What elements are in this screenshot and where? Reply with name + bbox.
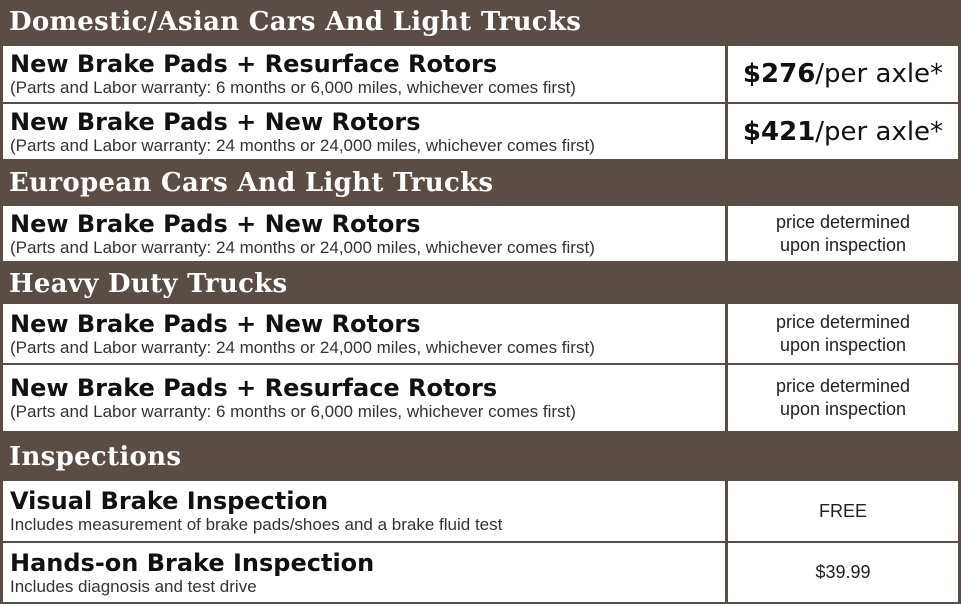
service-price — [728, 104, 958, 159]
service-title: New Brake Pads + New Rotors — [10, 209, 421, 238]
warranty-note: (Parts and Labor warranty: 24 months or 24,000 miles, whichever comes first) — [10, 237, 595, 257]
table-row — [3, 543, 958, 602]
price-label: $39.99 — [815, 562, 871, 582]
section-header-domestic — [0, 0, 961, 44]
section-title: European Cars And Light Trucks — [9, 168, 494, 198]
price-amount: $276 — [742, 59, 816, 89]
price-label: FREE — [818, 500, 867, 521]
service-details: Includes diagnosis and test drive — [10, 576, 257, 596]
warranty-note: (Parts and Labor warranty: 24 months or 24,000 miles, whichever comes first) — [10, 337, 595, 357]
section-header-inspections — [0, 433, 961, 480]
price-note-line: price determined — [775, 311, 911, 332]
price-note-line: price determined — [775, 376, 911, 396]
service-price — [728, 206, 958, 261]
warranty-note: (Parts and Labor warranty: 6 months or 6,000 miles, whichever comes first) — [10, 78, 576, 97]
price-unit: /per axle* — [815, 59, 944, 89]
service-title: New Brake Pads + New Rotors — [10, 107, 421, 136]
service-description — [3, 206, 725, 261]
table-row — [3, 481, 958, 541]
table-row — [3, 206, 958, 261]
service-description — [3, 543, 725, 602]
table-row — [3, 104, 958, 159]
service-price — [728, 365, 958, 431]
price-note — [776, 375, 910, 421]
section-title: Domestic/Asian Cars And Light Trucks — [9, 7, 582, 37]
price-amount: $421 — [742, 116, 816, 147]
price-note-line: upon inspection — [779, 234, 907, 255]
section-header-heavy-duty — [0, 263, 961, 304]
service-description — [3, 481, 725, 541]
price-note — [776, 211, 910, 257]
section-title: Heavy Duty Trucks — [9, 268, 288, 299]
table-row — [3, 46, 958, 102]
price-label — [743, 59, 943, 89]
service-title: New Brake Pads + Resurface Rotors — [10, 50, 498, 78]
service-price — [728, 543, 958, 602]
price-unit: /per axle* — [815, 116, 944, 147]
service-price — [728, 46, 958, 102]
service-description — [3, 104, 725, 159]
warranty-note: (Parts and Labor warranty: 6 months or 6,000 miles, whichever comes first) — [10, 402, 576, 421]
price-note-line: upon inspection — [779, 334, 907, 355]
service-description — [3, 46, 725, 102]
service-price — [728, 481, 958, 541]
price-label — [743, 117, 943, 147]
service-details: Includes measurement of brake pads/shoes and a brake fluid test — [10, 515, 503, 534]
section-header-european — [0, 161, 961, 205]
price-note — [776, 311, 910, 357]
service-description — [3, 304, 725, 363]
service-title: New Brake Pads + Resurface Rotors — [10, 374, 498, 402]
service-price — [728, 304, 958, 363]
service-title: New Brake Pads + New Rotors — [10, 309, 421, 338]
service-title: Visual Brake Inspection — [10, 487, 329, 515]
service-title: Hands-on Brake Inspection — [10, 548, 375, 577]
price-note-line: upon inspection — [779, 399, 907, 419]
table-row — [3, 304, 958, 363]
section-title: Inspections — [9, 441, 182, 472]
service-description — [3, 365, 725, 431]
price-note-line: price determined — [775, 211, 911, 232]
table-row — [3, 365, 958, 431]
warranty-note: (Parts and Labor warranty: 24 months or 24,000 miles, whichever comes first) — [10, 135, 595, 155]
